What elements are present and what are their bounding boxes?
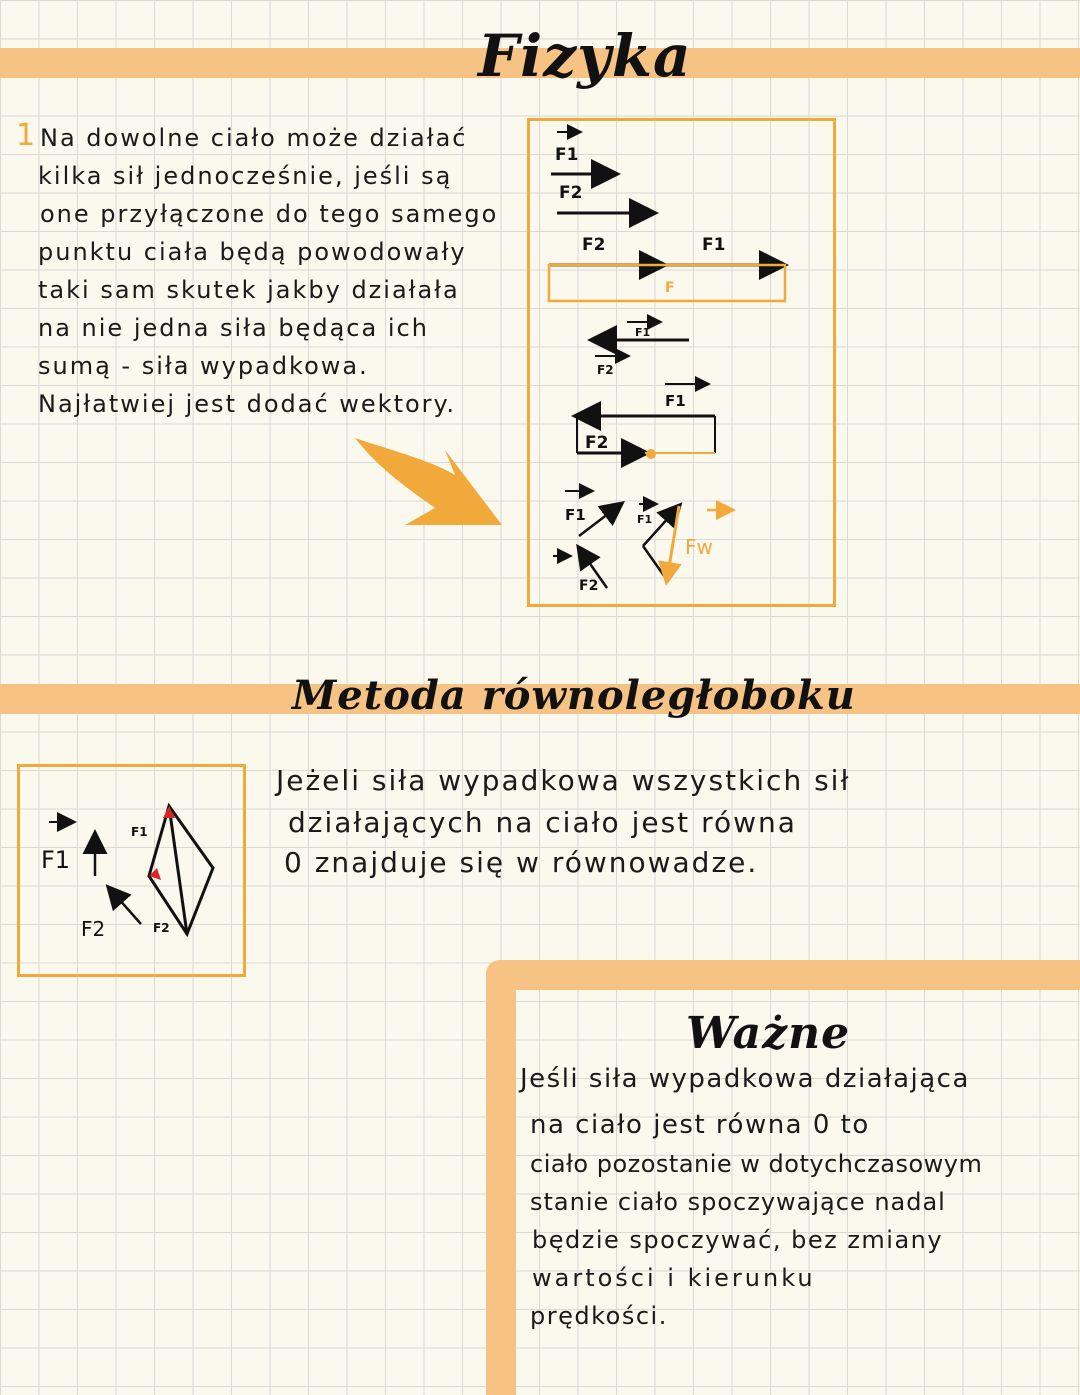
intro-line: kilka sił jednocześnie, jeśli są <box>38 162 453 190</box>
intro-line: punktu ciała będą powodowały <box>38 238 467 266</box>
label-f1: F1 <box>131 825 148 839</box>
intro-line: one przyłączone do tego samego <box>40 200 499 228</box>
label-f1: F1 <box>635 326 651 339</box>
label-f1: F1 <box>555 145 579 165</box>
important-line: wartości i kierunku <box>532 1264 816 1292</box>
label-f1: F1 <box>637 513 653 526</box>
section2-line: Jeżeli siła wypadkowa wszystkich sił <box>276 764 851 797</box>
label-f1: F1 <box>665 392 686 410</box>
orange-arrow-icon <box>350 430 510 530</box>
label-f2: F2 <box>559 183 583 203</box>
label-f2: F2 <box>582 235 606 255</box>
parallelogram-diagram <box>17 764 246 977</box>
label-f1: F1 <box>41 846 71 874</box>
important-title: Ważne <box>686 1008 851 1059</box>
intro-number: 1 <box>16 118 38 153</box>
intro-line: sumą - siła wypadkowa. <box>38 352 369 380</box>
section2-title: Metoda równoległoboku <box>292 672 856 719</box>
important-line: prędkości. <box>530 1302 668 1330</box>
intro-line: Najłatwiej jest dodać wektory. <box>38 390 456 418</box>
section2-line: działających na ciało jest równa <box>288 806 797 839</box>
section2-line: 0 znajduje się w równowadze. <box>284 846 759 879</box>
label-f-resultant: F <box>665 280 675 296</box>
label-f2: F2 <box>597 363 614 377</box>
label-f1: F1 <box>565 506 586 524</box>
intro-line: na nie jedna siła będąca ich <box>38 314 429 342</box>
label-f2: F2 <box>81 917 106 941</box>
label-f2: F2 <box>585 433 609 453</box>
label-fw: Fw <box>685 535 713 559</box>
page-title: Fizyka <box>478 22 692 90</box>
intro-line: taki sam skutek jakby działała <box>38 276 460 304</box>
label-f1: F1 <box>702 235 726 255</box>
vector-diagram <box>527 118 836 607</box>
label-f2: F2 <box>579 578 599 594</box>
intro-line: Na dowolne ciało może działać <box>40 124 468 152</box>
important-line: stanie ciało spoczywające nadal <box>530 1188 946 1216</box>
important-line: będzie spoczywać, bez zmiany <box>532 1226 944 1254</box>
important-line: Jeśli siła wypadkowa działająca <box>520 1064 970 1094</box>
important-line: ciało pozostanie w dotychczasowym <box>530 1150 983 1178</box>
important-line: na ciało jest równa 0 to <box>530 1110 870 1140</box>
label-f2: F2 <box>153 921 170 935</box>
